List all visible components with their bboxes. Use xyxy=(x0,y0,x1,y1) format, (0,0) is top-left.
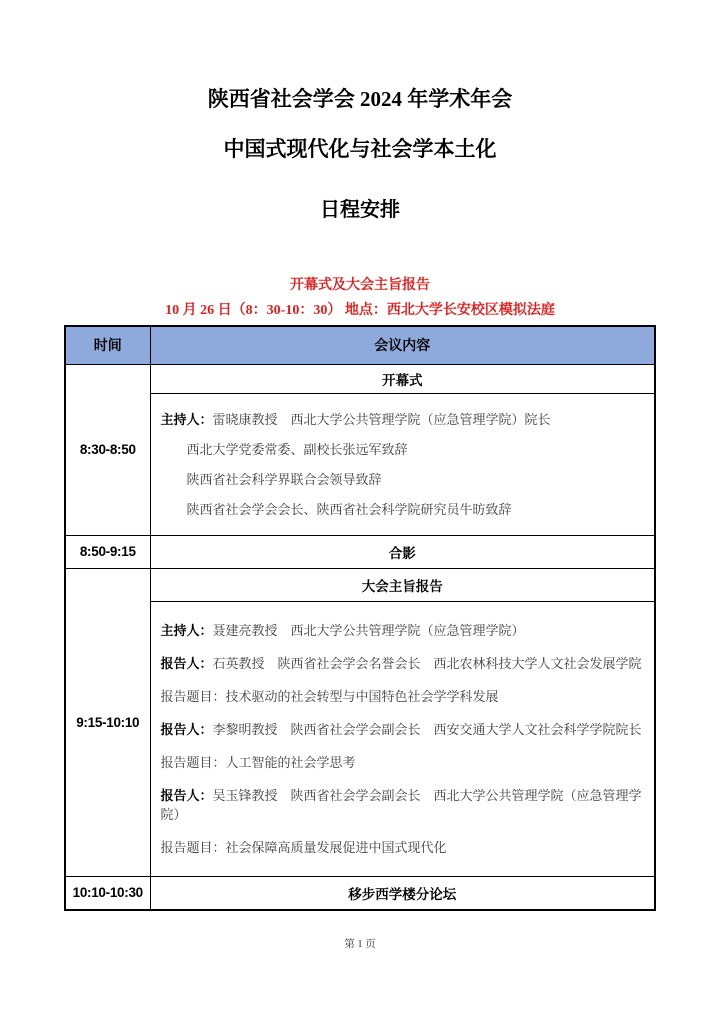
table-row xyxy=(65,876,655,910)
agenda-center-text: 合影 xyxy=(388,545,416,561)
table-row xyxy=(65,364,655,535)
agenda-line-text: 报告题目：社会保障高质量发展促进中国式现代化 xyxy=(160,839,447,855)
agenda-line xyxy=(161,621,645,640)
agenda-line xyxy=(161,786,645,824)
column-header-content: 会议内容 xyxy=(150,326,655,364)
agenda-line xyxy=(161,654,645,673)
agenda-table xyxy=(64,325,656,911)
agenda-line-text: 报告题目：人工智能的社会学思考 xyxy=(160,754,356,770)
content-cell xyxy=(150,535,655,568)
time-cell: 8:30-8:50 xyxy=(65,364,150,535)
content-cell xyxy=(150,364,655,535)
time-cell: 8:50-9:15 xyxy=(65,535,150,568)
agenda-line-text: 陕西省社会学会会长、陕西省社会科学院研究员牛昉致辞 xyxy=(186,501,512,517)
agenda-line xyxy=(161,687,645,706)
agenda-lines xyxy=(151,394,655,535)
page-number-footer: 第 1 页 xyxy=(344,939,376,950)
time-cell: 10:10-10:30 xyxy=(65,876,150,910)
session-heading: 开幕式及大会主旨报告 xyxy=(290,278,430,293)
agenda-line xyxy=(161,500,645,519)
column-header-time: 时间 xyxy=(65,326,150,364)
role-label: 主持人： xyxy=(160,411,213,427)
content-cell xyxy=(150,568,655,876)
agenda-line-text: 报告题目：技术驱动的社会转型与中国特色社会学学科发展 xyxy=(160,688,499,704)
agenda-center-text: 移步西学楼分论坛 xyxy=(348,886,457,902)
role-label: 报告人： xyxy=(160,787,213,803)
agenda-line xyxy=(161,720,645,739)
schedule-heading: 日程安排 xyxy=(320,199,400,221)
agenda-line-text: 雷晓康教授 西北大学公共管理学院（应急管理学院）院长 xyxy=(212,411,551,427)
document-title-line1: 陕西省社会学会 2024 年学术年会 xyxy=(207,87,513,111)
document-title-line2: 中国式现代化与社会学本土化 xyxy=(223,137,497,161)
agenda-line-text: 石英教授 陕西省社会学会名誉会长 西北农林科技大学人文社会发展学院 xyxy=(212,655,642,671)
content-cell xyxy=(150,876,655,910)
agenda-line-text: 西北大学党委常委、副校长张远军致辞 xyxy=(186,441,408,457)
table-header-row xyxy=(65,326,655,364)
role-label: 主持人： xyxy=(160,622,213,638)
role-label: 报告人： xyxy=(160,721,213,737)
agenda-line xyxy=(161,838,645,857)
table-row xyxy=(65,568,655,876)
agenda-line-text: 陕西省社会科学界联合会领导致辞 xyxy=(186,471,382,487)
agenda-line xyxy=(161,470,645,489)
agenda-line-text: 聂建亮教授 西北大学公共管理学院（应急管理学院） xyxy=(212,622,525,638)
agenda-line xyxy=(161,753,645,772)
session-datetime-location: 10 月 26 日（8：30-10：30） 地点：西北大学长安校区模拟法庭 xyxy=(165,303,555,318)
agenda-line xyxy=(161,440,645,459)
agenda-line xyxy=(161,410,645,429)
agenda-lines xyxy=(151,602,655,876)
time-cell: 9:15-10:10 xyxy=(65,568,150,876)
session-subheader: 开幕式 xyxy=(151,365,655,394)
agenda-line-text: 吴玉锋教授 陕西省社会学会副会长 西北大学公共管理学院（应急管理学院） xyxy=(160,787,642,822)
session-subheader: 大会主旨报告 xyxy=(151,569,655,602)
agenda-line-text: 李黎明教授 陕西省社会学会副会长 西安交通大学人文社会科学学院院长 xyxy=(212,721,642,737)
table-row xyxy=(65,535,655,568)
role-label: 报告人： xyxy=(160,655,213,671)
